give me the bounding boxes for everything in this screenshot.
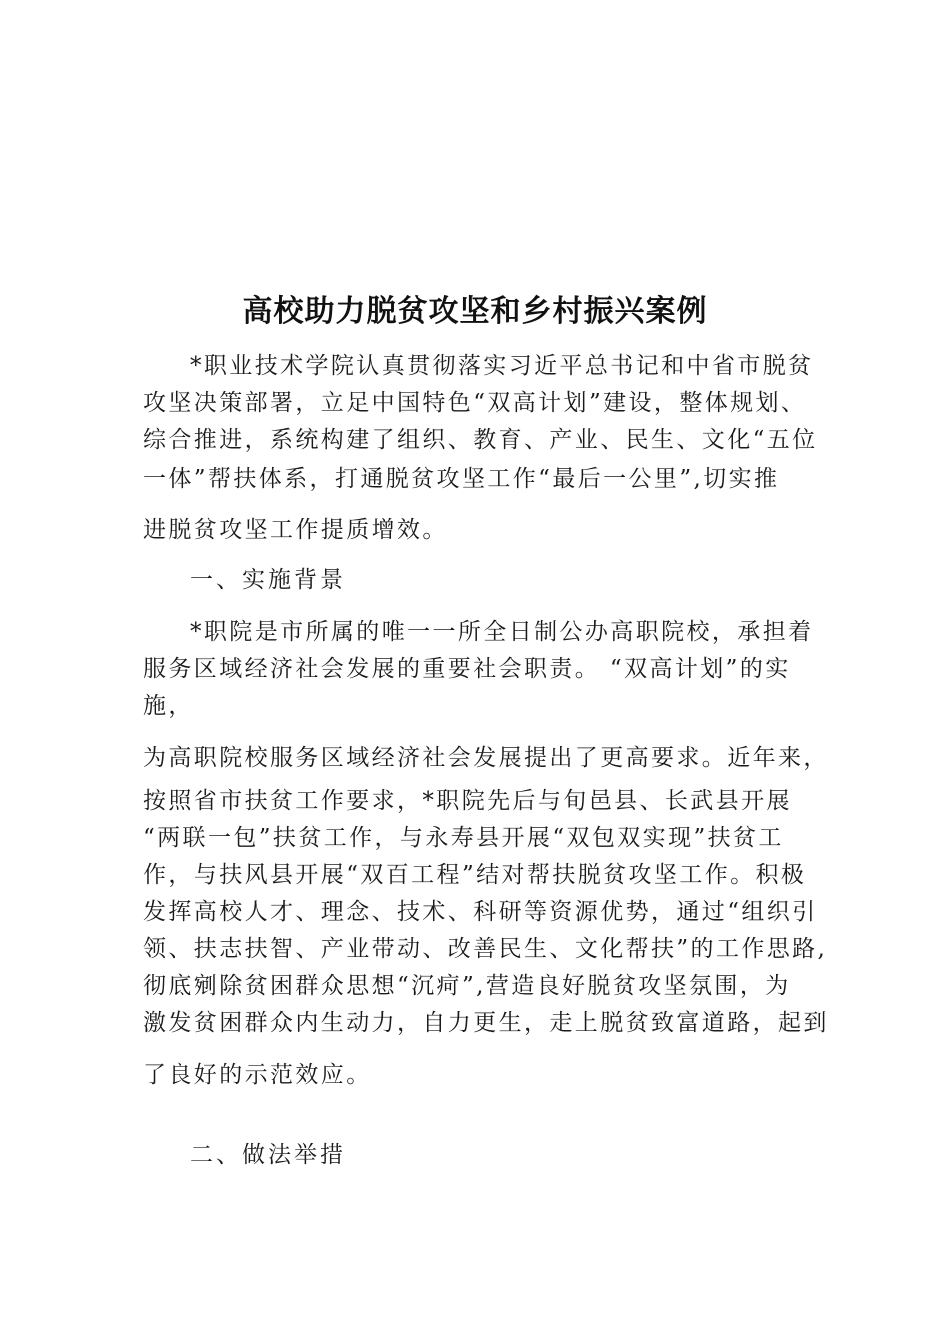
background-line: 施， [143,693,194,719]
intro-line: *职业技术学院认真贯彻落实习近平总书记和中省市脱贫 [190,353,814,379]
background-line: 了良好的示范效应。 [143,1062,372,1088]
background-line: “两联一包”扶贫工作，与永寿县开展“双包双实现”扶贫工 [143,825,784,851]
background-line: 领、扶志扶智、产业带动、改善民生、文化帮扶”的工作思路, [143,936,828,962]
background-line: 发挥高校人才、理念、技术、科研等资源优势，通过“组织引 [143,899,818,925]
background-line: 彻底剜除贫困群众思想“沉疴”,营造良好脱贫攻坚氛围，为 [143,973,791,999]
background-line: 按照省市扶贫工作要求，*职院先后与旬邑县、长武县开展 [143,788,792,814]
intro-line: 攻坚决策部署，立足中国特色“双高计划”建设，整体规划、 [143,390,807,416]
intro-line: 进脱贫攻坚工作提质增效。 [143,517,448,543]
background-line: *职院是市所属的唯一一所全日制公办高职院校，承担着 [190,619,814,645]
document-title: 高校助力脱贫攻坚和乡村振兴案例 [242,294,708,329]
intro-line: 综合推进，系统构建了组织、教育、产业、民生、文化“五位 [143,427,818,453]
section-heading-background: 一、实施背景 [190,567,346,593]
background-line: 服务区域经济社会发展的重要社会职责。 “双高计划”的实 [143,656,791,682]
background-line: 作，与扶风县开展“双百工程”结对帮扶脱贫攻坚工作。积极 [143,862,807,888]
background-line: 激发贫困群众内生动力，自力更生，走上脱贫致富道路，起到 [143,1010,829,1036]
section-heading-measures: 二、做法举措 [190,1142,346,1168]
intro-line: 一体”帮扶体系，打通脱贫攻坚工作“最后一公里”,切实推 [143,466,780,492]
background-line: 为高职院校服务区域经济社会发展提出了更高要求。近年来， [143,745,829,771]
